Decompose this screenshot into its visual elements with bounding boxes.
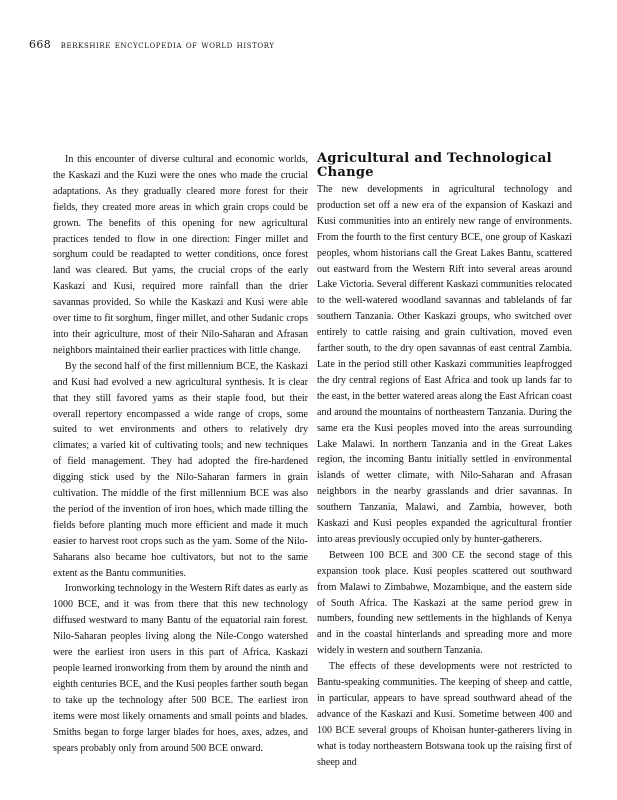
section-heading: Agricultural and Technological Change [317, 151, 552, 180]
running-head [29, 38, 275, 51]
paragraph: In this encounter of diverse cultural and economic worlds, the Kaskazi and the Kuzi were the ones who made the crucial adaptations. As they gradually cleared more forest for their fields, they created more areas in which grain crops could be grown. The benefits of this opening for new agricultural practices tended to flow in one direction: Finger millet and sorghum could be readapted to wetter conditions, once forest land was cleared. But yams, the crucial crops of the early Kaskazi and Kusi, required more rainfall than the drier savannas provided. So while the Kaskazi and Kusi were able over time to fit sorghum, finger millet, and other Sudanic crops into their agriculture, most of their Nilo-Saharan and Afrasan neighbors maintained their earlier practices with little change. [53, 154, 308, 356]
paragraph: The new developments in agricultural technology and production set off a new era of the expansion of Kaskazi and Kusi communities into an entirely new range of environments. From the fourth to the first century BCE, one group of Kaskazi peoples, whom historians call the Great Lakes Bantu, scattered out eastward from the Western Rift into several areas around Lake Victoria. Several different Kaskazi communities relocated to the well-watered woodland savannas and tablelands of far southern Tanzania. Other Kaskazi groups, who switched over entirely to cattle raising and grain cultivation, moved even farther south, to the dry open savannas of east central Zambia. Late in the period still other Kaskazi communities leapfrogged the dry central regions of East Africa and took up lands far to the east, in the better watered areas along the East African coast and around the mountains of northeastern Tanzania. During the same era the Kusi peoples moved into the areas surrounding Lake Malawi. In northern Tanzania and in the Great Lakes region, the incoming Bantu initially settled in environmental islands of wetter climate, with Nilo-Saharan and Afrasan neighbors in the nearby grasslands and drier savannas. In southern Tanzania, Malawi, and Zambia, however, both Kaskazi and Kusi peoples expanded the agricultural frontier into areas previously occupied only by hunter-gatherers. [317, 184, 572, 545]
paragraph: By the second half of the first millennium BCE, the Kaskazi and Kusi had evolved a new agricultural synthesis. It is clear that they still favored yams as their staple food, but their overall repertory encompassed a wide range of crops, some suited to wet environments and others to relatively dry climates; a varied kit of cultivating tools; and new techniques of field management. They had adopted the fire-hardened digging stick used by the Nilo-Saharan farmers in grain cultivation. The middle of the first millennium BCE was also the period of the invention of iron hoes, which made tilling the fields before planting much more efficient and made it much easier to harvest root crops such as the yam. Some of the Nilo-Saharans also became hoe cultivators, but not to the same extent as the Bantu communities. [53, 360, 308, 579]
right-column [317, 152, 572, 771]
page-number: 668 [29, 38, 52, 51]
paragraph: Between 100 BCE and 300 CE the second stage of this expansion took place. Kusi peoples scattered out southward from Malawi to Zimbabwe, Mozambique, and the eastern side of South Africa. The Kaskazi at the same period grew in numbers, founding new settlements in the highlands of Kenya and in the coastal hinterlands and spreading more and more widely in western and southern Tanzania. [317, 549, 572, 657]
paragraph: The effects of these developments were not restricted to Bantu-speaking communities. The keeping of sheep and cattle, in particular, appears to have spread southward ahead of the advance of the Kaskazi and Kusi. Sometime between 400 and 100 BCE several groups of Khoisan hunter-gatherers living in what is today northeastern Botswana took up the raising first of sheep and [317, 661, 572, 768]
left-column [53, 152, 308, 756]
running-head-title: berkshire encyclopedia of world history [60, 40, 275, 51]
paragraph: Ironworking technology in the Western Rift dates as early as 1000 BCE, and it was from there that this new technology diffused westward to many Bantu of the equatorial rain forest. Nilo-Saharan peoples living along the Nile-Congo watershed were the earliest iron users in this part of Africa. Kaskazi people learned ironworking from them by around the ninth and eighth centuries BCE, and the Kusi peoples farther south began to take up the technology after 500 BCE. The earliest iron items were most likely ornaments and small points and blades. Smiths began to forge larger blades for hoes, axes, adzes, and spears probably only from around 500 BCE onward. [53, 583, 308, 754]
